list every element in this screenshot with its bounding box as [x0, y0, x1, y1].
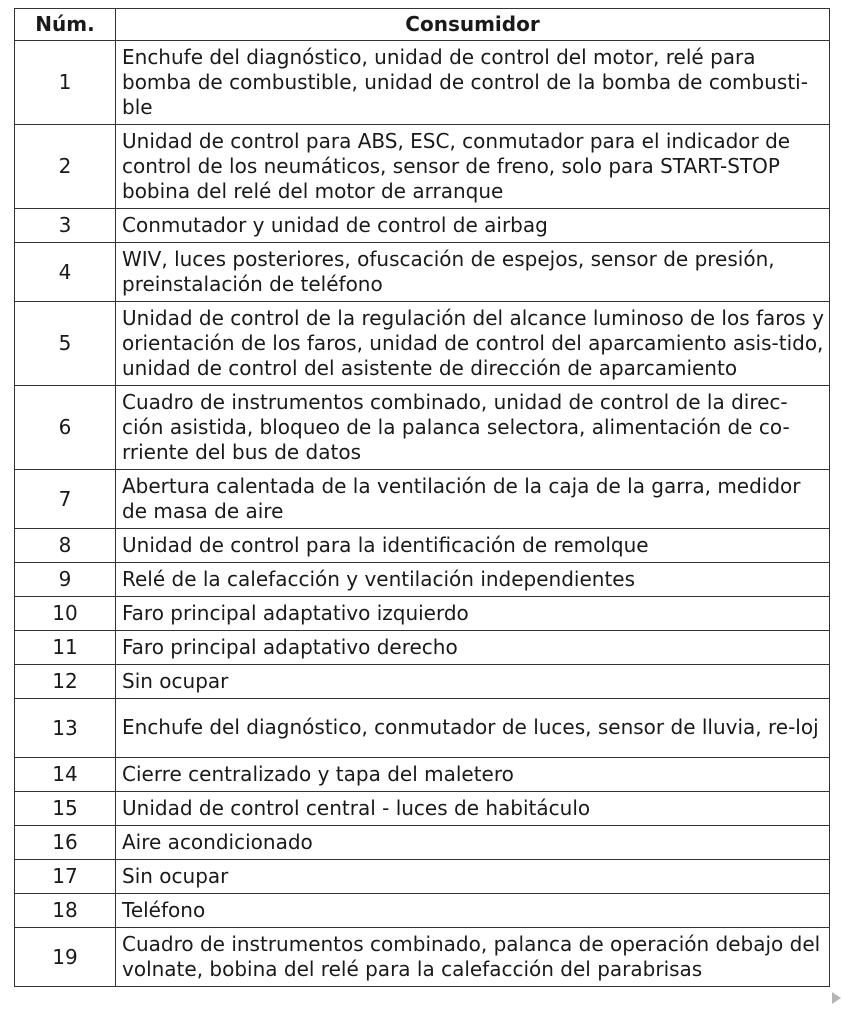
- column-header-num: Núm.: [15, 9, 116, 41]
- fuse-number-cell: 13: [15, 699, 116, 758]
- column-header-consumer: Consumidor: [116, 9, 830, 41]
- table-row: [15, 302, 830, 386]
- consumer-cell: Relé de la calefacción y ventilación independientes: [116, 563, 830, 597]
- fuse-number-cell: 9: [15, 563, 116, 597]
- table-row: [15, 529, 830, 563]
- consumer-cell: Sin ocupar: [116, 860, 830, 894]
- triangle-right-icon: [832, 992, 841, 1004]
- fuse-number-cell: 15: [15, 792, 116, 826]
- fuse-number-cell: 11: [15, 631, 116, 665]
- fuse-number-cell: 8: [15, 529, 116, 563]
- fuse-number-cell: 3: [15, 209, 116, 243]
- consumer-cell: Cierre centralizado y tapa del maletero: [116, 758, 830, 792]
- fuse-number-cell: 1: [15, 41, 116, 125]
- consumer-cell: Unidad de control para la identificación de remolque: [116, 529, 830, 563]
- consumer-cell: Teléfono: [116, 894, 830, 928]
- table-row: [15, 792, 830, 826]
- consumer-cell: Sin ocupar: [116, 665, 830, 699]
- table-header: [15, 9, 830, 41]
- consumer-cell: Cuadro de instrumentos combinado, unidad de control de la direc-ción asistida, bloqueo de la palanca selectora, alimentación de co-rriente del bus de datos: [116, 386, 830, 470]
- fuse-number-cell: 7: [15, 470, 116, 529]
- consumer-cell: Cuadro de instrumentos combinado, palanca de operación debajo del volnate, bobina del relé para la calefacción del parabrisas: [116, 928, 830, 987]
- table-row: [15, 860, 830, 894]
- table-row: [15, 597, 830, 631]
- fuse-consumer-table: [14, 8, 830, 987]
- fuse-number-cell: 18: [15, 894, 116, 928]
- consumer-cell: Faro principal adaptativo derecho: [116, 631, 830, 665]
- table-row: [15, 125, 830, 209]
- table-row: [15, 563, 830, 597]
- fuse-number-cell: 6: [15, 386, 116, 470]
- fuse-number-cell: 2: [15, 125, 116, 209]
- fuse-number-cell: 19: [15, 928, 116, 987]
- table-row: [15, 758, 830, 792]
- fuse-number-cell: 5: [15, 302, 116, 386]
- fuse-number-cell: 4: [15, 243, 116, 302]
- table-row: [15, 826, 830, 860]
- consumer-cell: WIV, luces posteriores, ofuscación de espejos, sensor de presión, preinstalación de teléfono: [116, 243, 830, 302]
- table-row: [15, 243, 830, 302]
- table-body: [15, 41, 830, 987]
- fuse-number-cell: 17: [15, 860, 116, 894]
- fuse-number-cell: 16: [15, 826, 116, 860]
- consumer-cell: Unidad de control para ABS, ESC, conmutador para el indicador de control de los neumáticos, sensor de freno, solo para START-STOP bobina del relé del motor de arranque: [116, 125, 830, 209]
- fuse-number-cell: 14: [15, 758, 116, 792]
- table-row: [15, 386, 830, 470]
- consumer-cell: Aire acondicionado: [116, 826, 830, 860]
- consumer-cell: Unidad de control central - luces de habitáculo: [116, 792, 830, 826]
- consumer-cell: Enchufe del diagnóstico, conmutador de luces, sensor de lluvia, re-loj: [116, 699, 830, 758]
- table-row: [15, 928, 830, 987]
- table-row: [15, 699, 830, 758]
- header-row: [15, 9, 830, 41]
- consumer-cell: Enchufe del diagnóstico, unidad de control del motor, relé para bomba de combustible, unidad de control de la bomba de combusti-ble: [116, 41, 830, 125]
- table-row: [15, 470, 830, 529]
- consumer-cell: Faro principal adaptativo izquierdo: [116, 597, 830, 631]
- consumer-cell: Unidad de control de la regulación del alcance luminoso de los faros y orientación de los faros, unidad de control del aparcamiento asis-tido, unidad de control del asistente de dirección de aparcamiento: [116, 302, 830, 386]
- table-row: [15, 209, 830, 243]
- table-row: [15, 631, 830, 665]
- table-row: [15, 41, 830, 125]
- fuse-number-cell: 12: [15, 665, 116, 699]
- fuse-number-cell: 10: [15, 597, 116, 631]
- consumer-cell: Conmutador y unidad de control de airbag: [116, 209, 830, 243]
- table-row: [15, 894, 830, 928]
- consumer-cell: Abertura calentada de la ventilación de la caja de la garra, medidor de masa de aire: [116, 470, 830, 529]
- table-row: [15, 665, 830, 699]
